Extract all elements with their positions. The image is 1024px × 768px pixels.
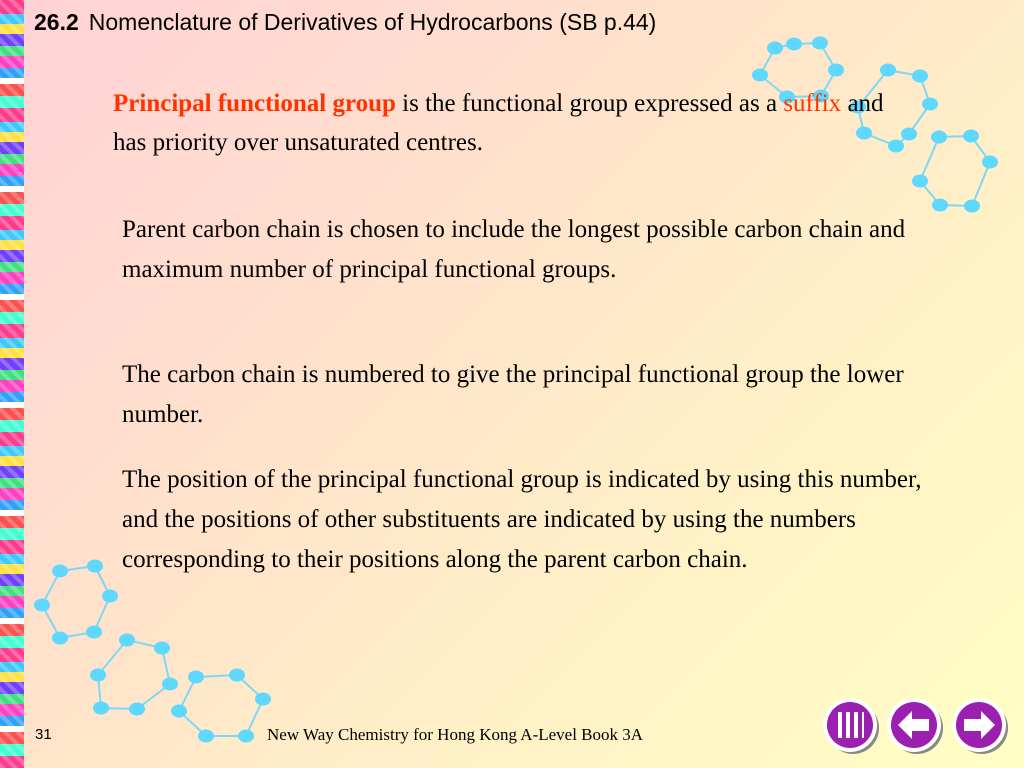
- hexagon-atom: [255, 693, 271, 706]
- hexagon-atom: [982, 156, 998, 169]
- hexagon-ring: [179, 675, 263, 736]
- forward-button[interactable]: [951, 697, 1009, 755]
- hexagon-atom: [912, 70, 928, 83]
- hexagon-atom: [963, 130, 979, 143]
- menu-icon: [822, 697, 880, 755]
- menu-button[interactable]: [822, 697, 880, 755]
- hexagon-atom: [86, 626, 102, 639]
- hexagon-ring: [42, 566, 110, 638]
- title-text: Nomenclature of Derivatives of Hydrocarbons (SB p.44): [88, 9, 657, 35]
- hexagon-atom: [932, 199, 948, 212]
- section-number: 26.2: [34, 9, 79, 35]
- hexagon-atom: [93, 702, 109, 715]
- hexagon-atom: [752, 69, 768, 82]
- hexagon-atom: [171, 705, 187, 718]
- hexagon-atom: [198, 730, 214, 743]
- hexagon-atom: [880, 64, 896, 77]
- hexagon-atom: [922, 98, 938, 111]
- hexagon-ring: [920, 136, 990, 206]
- suffix-word: suffix: [783, 90, 842, 117]
- hexagon-atom: [229, 669, 245, 682]
- hexagon-atom: [90, 669, 106, 682]
- intro-definition: [113, 84, 913, 162]
- hexagon-atom: [52, 565, 68, 578]
- hexagon-atom: [828, 64, 844, 77]
- hexagon-atom: [767, 42, 783, 55]
- hexagon-atom: [119, 634, 135, 647]
- hexagon-atom: [912, 175, 928, 188]
- hexagon-atom: [964, 200, 980, 213]
- book-title: New Way Chemistry for Hong Kong A-Level Book 3A: [267, 725, 644, 744]
- hexagon-atom: [52, 632, 68, 645]
- paragraph-numbering: The carbon chain is numbered to give the principal functional group the lower number.: [122, 361, 904, 428]
- back-button[interactable]: [886, 697, 944, 755]
- hexagon-atom: [931, 131, 947, 144]
- hexagon-atom: [812, 37, 828, 50]
- hexagon-atom: [154, 642, 170, 655]
- hexagon-atom: [87, 560, 103, 573]
- intro-text-2: and has priority over unsaturated centres.: [113, 90, 884, 156]
- hexagon-atom: [162, 678, 178, 691]
- principal-functional-group-term: Principal functional group: [113, 90, 396, 117]
- hexagon-atom: [238, 730, 254, 743]
- intro-text-1: is the functional group expressed as a: [395, 90, 784, 117]
- hexagon-atom: [34, 599, 50, 612]
- paragraph-parent-chain: Parent carbon chain is chosen to include the longest possible carbon chain and maximum number of principal functional groups.: [122, 216, 906, 283]
- hexagon-atom: [102, 590, 118, 603]
- hexagon-atom: [129, 703, 145, 716]
- forward-arrow-icon: [951, 697, 1009, 755]
- hexagon-atom: [786, 38, 802, 51]
- hexagon-atom: [188, 671, 204, 684]
- back-arrow-icon: [886, 697, 944, 755]
- page-number: 31: [35, 726, 52, 743]
- paragraph-position: The position of the principal functional group is indicated by using this number, and the positions of other substituents are indicated by using the numbers corresponding to their positions along the parent carbon chain.: [122, 466, 922, 573]
